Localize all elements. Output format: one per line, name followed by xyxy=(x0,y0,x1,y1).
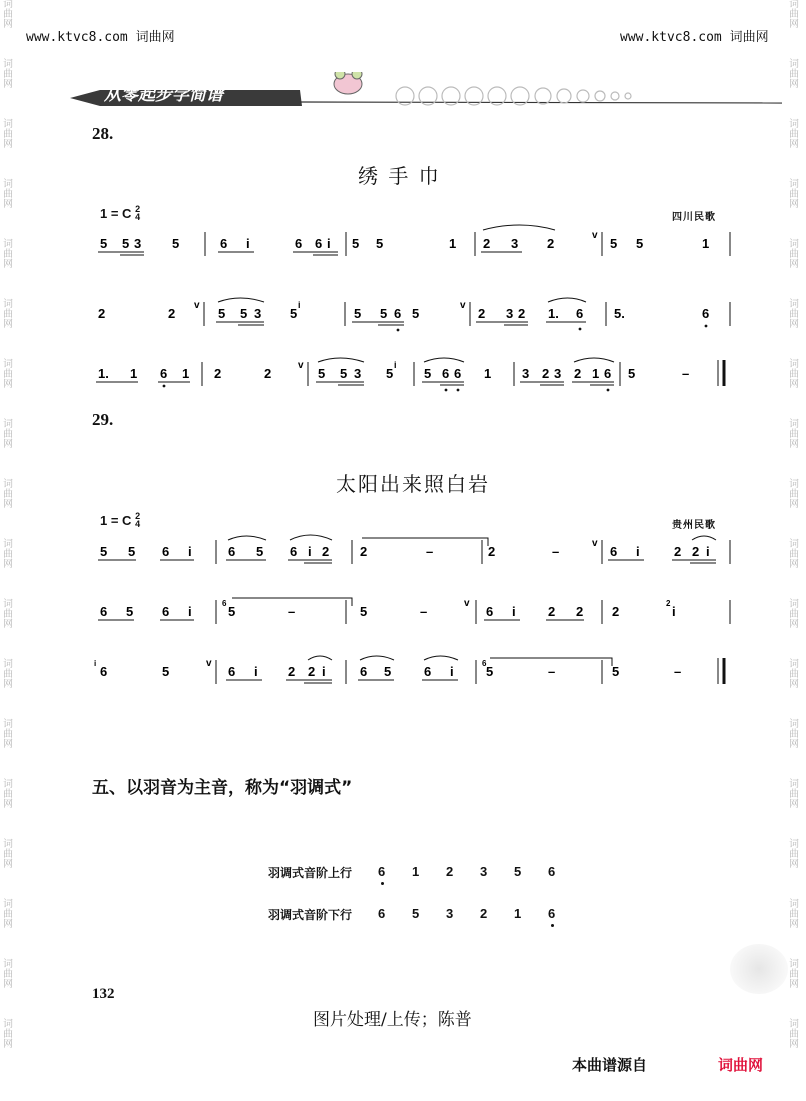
watermark-text: 词 曲 网 xyxy=(3,539,13,570)
svg-text:2: 2 xyxy=(674,544,682,559)
svg-text:5.: 5. xyxy=(614,306,625,321)
svg-text:i: i xyxy=(450,664,454,679)
svg-text:6: 6 xyxy=(295,236,303,251)
watermark-text: 词 曲 网 xyxy=(3,779,13,810)
time-signature: 2 4 xyxy=(135,511,141,529)
watermark-text: 词 曲 网 xyxy=(789,599,799,630)
svg-text:2: 2 xyxy=(542,366,550,381)
svg-text:2: 2 xyxy=(322,544,330,559)
svg-text:v: v xyxy=(464,598,470,609)
watermark-text: 词 曲 网 xyxy=(789,539,799,570)
source-label: 本曲谱源自 xyxy=(572,1056,648,1074)
svg-text:i: i xyxy=(394,360,397,370)
watermark-text: 词 曲 网 xyxy=(3,119,13,150)
svg-text:6: 6 xyxy=(604,366,612,381)
watermark-text: 词 曲 网 xyxy=(789,0,799,30)
svg-text:v: v xyxy=(592,538,598,549)
svg-text:v: v xyxy=(194,300,200,311)
watermark-text: 词 曲 网 xyxy=(789,719,799,750)
svg-text:i: i xyxy=(322,664,326,679)
svg-text:1.: 1. xyxy=(548,306,559,321)
svg-text:5: 5 xyxy=(412,306,420,321)
svg-text:5: 5 xyxy=(126,604,134,619)
watermark-left xyxy=(3,0,17,1080)
svg-text:2: 2 xyxy=(576,604,584,619)
watermark-text: 词 曲 网 xyxy=(789,179,799,210)
watermark-text: 词 曲 网 xyxy=(789,479,799,510)
svg-text:5: 5 xyxy=(612,664,620,679)
scale-note: 6 xyxy=(378,864,412,879)
song-title: 绣 手 巾 xyxy=(358,164,441,188)
svg-text:3: 3 xyxy=(522,366,530,381)
svg-text:5: 5 xyxy=(318,366,326,381)
song-number: 29. xyxy=(92,410,114,429)
scale-note: 1 xyxy=(514,906,522,921)
scale-note: 6 xyxy=(548,864,556,879)
watermark-text: 词 曲 网 xyxy=(3,719,13,750)
svg-text:6: 6 xyxy=(486,604,494,619)
svg-text:6: 6 xyxy=(394,306,402,321)
svg-text:3: 3 xyxy=(134,236,142,251)
scale-note: 3 xyxy=(446,906,454,921)
svg-text:5: 5 xyxy=(340,366,348,381)
svg-text:5: 5 xyxy=(636,236,644,251)
svg-text:2: 2 xyxy=(612,604,620,619)
watermark-text: 词 曲 网 xyxy=(3,0,13,30)
scale-note: 6 xyxy=(378,906,386,921)
svg-text:5: 5 xyxy=(384,664,392,679)
watermark-text: 词 曲 网 xyxy=(3,899,13,930)
notation-row xyxy=(90,356,740,402)
watermark-text: 词 曲 网 xyxy=(3,59,13,90)
watermark-text: 词 曲 网 xyxy=(789,119,799,150)
svg-text:5: 5 xyxy=(376,236,384,251)
song-number: 28. xyxy=(92,124,114,143)
svg-text:v: v xyxy=(206,658,212,669)
svg-text:1.: 1. xyxy=(98,366,109,381)
decorative-smudge xyxy=(730,944,788,994)
svg-text:2: 2 xyxy=(547,236,555,251)
svg-text:5: 5 xyxy=(386,366,394,381)
upload-credit: 图片处理/上传；陈普 xyxy=(313,1010,472,1030)
svg-text:v: v xyxy=(298,360,304,371)
scale-note: 5 xyxy=(412,906,420,921)
svg-text:5: 5 xyxy=(354,306,362,321)
svg-text:3: 3 xyxy=(506,306,514,321)
svg-text:3: 3 xyxy=(354,366,362,381)
svg-text:5: 5 xyxy=(100,544,108,559)
svg-text:5: 5 xyxy=(610,236,618,251)
watermark-text: 词 曲 网 xyxy=(3,479,13,510)
svg-text:5: 5 xyxy=(628,366,636,381)
svg-text:–: – xyxy=(420,604,428,619)
svg-text:–: – xyxy=(426,544,434,559)
svg-text:6: 6 xyxy=(424,664,432,679)
time-signature: 2 4 xyxy=(135,204,141,222)
watermark-text: 词 曲 网 xyxy=(789,779,799,810)
notation-row xyxy=(90,534,740,580)
svg-text:–: – xyxy=(548,664,556,679)
svg-text:v: v xyxy=(592,230,598,241)
svg-text:i: i xyxy=(246,236,250,251)
watermark-text: 词 曲 网 xyxy=(789,359,799,390)
svg-text:2: 2 xyxy=(360,544,368,559)
book-title: 从零起步学简谱 xyxy=(104,85,223,105)
svg-text:3: 3 xyxy=(511,236,519,251)
watermark-text: 词 曲 网 xyxy=(3,959,13,990)
svg-text:6: 6 xyxy=(610,544,618,559)
watermark-text: 词 曲 网 xyxy=(3,359,13,390)
svg-text:3: 3 xyxy=(254,306,262,321)
watermark-text: 词 曲 网 xyxy=(789,1019,799,1050)
svg-text:5: 5 xyxy=(172,236,180,251)
svg-text:2: 2 xyxy=(168,306,176,321)
svg-text:2: 2 xyxy=(214,366,222,381)
svg-text:5: 5 xyxy=(424,366,432,381)
svg-text:6: 6 xyxy=(100,664,108,679)
page-number: 132 xyxy=(92,986,115,1002)
song-origin: 贵州民歌 xyxy=(672,520,716,531)
svg-text:1: 1 xyxy=(182,366,190,381)
header-url-left[interactable]: www.ktvc8.com 词曲网 xyxy=(26,30,175,45)
svg-text:5: 5 xyxy=(360,604,368,619)
svg-text:1: 1 xyxy=(130,366,138,381)
svg-text:2: 2 xyxy=(692,544,700,559)
svg-text:i: i xyxy=(188,604,192,619)
watermark-text: 词 曲 网 xyxy=(789,959,799,990)
scale-note: 1 xyxy=(412,864,420,879)
svg-text:6: 6 xyxy=(702,306,710,321)
notation-row xyxy=(90,226,740,272)
svg-text:–: – xyxy=(552,544,560,559)
svg-text:v: v xyxy=(460,300,466,311)
svg-text:2: 2 xyxy=(548,604,556,619)
watermark-text: 词 曲 网 xyxy=(789,899,799,930)
svg-text:3: 3 xyxy=(554,366,562,381)
svg-text:5: 5 xyxy=(218,306,226,321)
svg-text:i: i xyxy=(188,544,192,559)
svg-text:5: 5 xyxy=(256,544,264,559)
notation-row xyxy=(90,654,740,700)
scale-note: 2 xyxy=(480,906,488,921)
svg-text:6: 6 xyxy=(576,306,584,321)
svg-text:i: i xyxy=(672,604,676,619)
watermark-text: 词 曲 网 xyxy=(789,419,799,450)
watermark-text: 词 曲 网 xyxy=(3,599,13,630)
key-signature: 1 = C 2 4 xyxy=(100,511,141,529)
scale-note: 6 xyxy=(548,906,582,921)
svg-text:i: i xyxy=(308,544,312,559)
heart-logo-icon xyxy=(334,72,362,94)
scale-note: 5 xyxy=(514,864,522,879)
svg-text:6: 6 xyxy=(220,236,228,251)
svg-text:6: 6 xyxy=(454,366,462,381)
svg-text:1: 1 xyxy=(592,366,600,381)
svg-text:6: 6 xyxy=(442,366,450,381)
svg-text:2: 2 xyxy=(98,306,106,321)
svg-text:6: 6 xyxy=(160,366,168,381)
svg-text:i: i xyxy=(94,659,97,668)
svg-text:5: 5 xyxy=(380,306,388,321)
svg-text:i: i xyxy=(254,664,258,679)
svg-text:6: 6 xyxy=(100,604,108,619)
svg-text:6: 6 xyxy=(162,604,170,619)
svg-text:1: 1 xyxy=(449,236,457,251)
song-origin: 四川民歌 xyxy=(672,212,716,223)
svg-text:6: 6 xyxy=(222,599,227,608)
svg-text:1: 1 xyxy=(484,366,492,381)
svg-text:5: 5 xyxy=(290,306,298,321)
svg-text:2: 2 xyxy=(483,236,491,251)
watermark-text: 词 曲 网 xyxy=(3,299,13,330)
notation-row xyxy=(90,594,740,640)
header-url-right[interactable]: www.ktvc8.com 词曲网 xyxy=(620,30,769,45)
source-site-link[interactable]: 词曲网 xyxy=(718,1056,764,1074)
watermark-right xyxy=(789,0,803,1080)
svg-text:i: i xyxy=(327,236,331,251)
svg-text:6: 6 xyxy=(228,664,236,679)
svg-text:–: – xyxy=(288,604,296,619)
key-signature: 1 = C 2 4 xyxy=(100,204,141,222)
svg-text:5: 5 xyxy=(240,306,248,321)
svg-text:2: 2 xyxy=(288,664,296,679)
svg-text:2: 2 xyxy=(488,544,496,559)
watermark-text: 词 曲 网 xyxy=(3,179,13,210)
watermark-text: 词 曲 网 xyxy=(789,839,799,870)
song-title: 太阳出来照白岩 xyxy=(336,472,490,496)
svg-text:5: 5 xyxy=(486,664,494,679)
svg-text:5: 5 xyxy=(100,236,108,251)
watermark-text: 词 曲 网 xyxy=(789,59,799,90)
svg-text:2: 2 xyxy=(518,306,526,321)
svg-text:2: 2 xyxy=(666,599,671,608)
svg-text:i: i xyxy=(706,544,710,559)
svg-text:2: 2 xyxy=(264,366,272,381)
svg-text:5: 5 xyxy=(128,544,136,559)
scale-note: 2 xyxy=(446,864,454,879)
svg-text:6: 6 xyxy=(315,236,323,251)
watermark-text: 词 曲 网 xyxy=(789,659,799,690)
watermark-text: 词 曲 网 xyxy=(3,419,13,450)
svg-text:–: – xyxy=(682,366,690,381)
svg-text:2: 2 xyxy=(478,306,486,321)
svg-text:5: 5 xyxy=(122,236,130,251)
scale-notes xyxy=(378,906,582,921)
svg-text:i: i xyxy=(298,300,301,310)
svg-text:5: 5 xyxy=(228,604,236,619)
svg-text:i: i xyxy=(512,604,516,619)
svg-text:5: 5 xyxy=(162,664,170,679)
book-banner xyxy=(70,72,782,112)
watermark-text: 词 曲 网 xyxy=(789,299,799,330)
watermark-text: 词 曲 网 xyxy=(789,239,799,270)
notation-row xyxy=(90,296,740,342)
svg-text:5: 5 xyxy=(352,236,360,251)
watermark-text: 词 曲 网 xyxy=(3,839,13,870)
watermark-text: 词 曲 网 xyxy=(3,659,13,690)
svg-text:6: 6 xyxy=(162,544,170,559)
scale-notes xyxy=(378,864,582,879)
svg-text:6: 6 xyxy=(228,544,236,559)
svg-text:2: 2 xyxy=(308,664,316,679)
svg-text:6: 6 xyxy=(482,659,487,668)
svg-text:1: 1 xyxy=(702,236,710,251)
watermark-text: 词 曲 网 xyxy=(3,239,13,270)
svg-text:i: i xyxy=(636,544,640,559)
scale-note: 3 xyxy=(480,864,488,879)
svg-text:2: 2 xyxy=(574,366,582,381)
scale-label: 羽调式音阶上行 xyxy=(268,866,353,880)
svg-text:6: 6 xyxy=(290,544,298,559)
section-heading: 五、以羽音为主音，称为“羽调式” xyxy=(92,778,353,798)
scale-label: 羽调式音阶下行 xyxy=(268,908,353,922)
svg-text:–: – xyxy=(674,664,682,679)
svg-text:6: 6 xyxy=(360,664,368,679)
watermark-text: 词 曲 网 xyxy=(3,1019,13,1050)
